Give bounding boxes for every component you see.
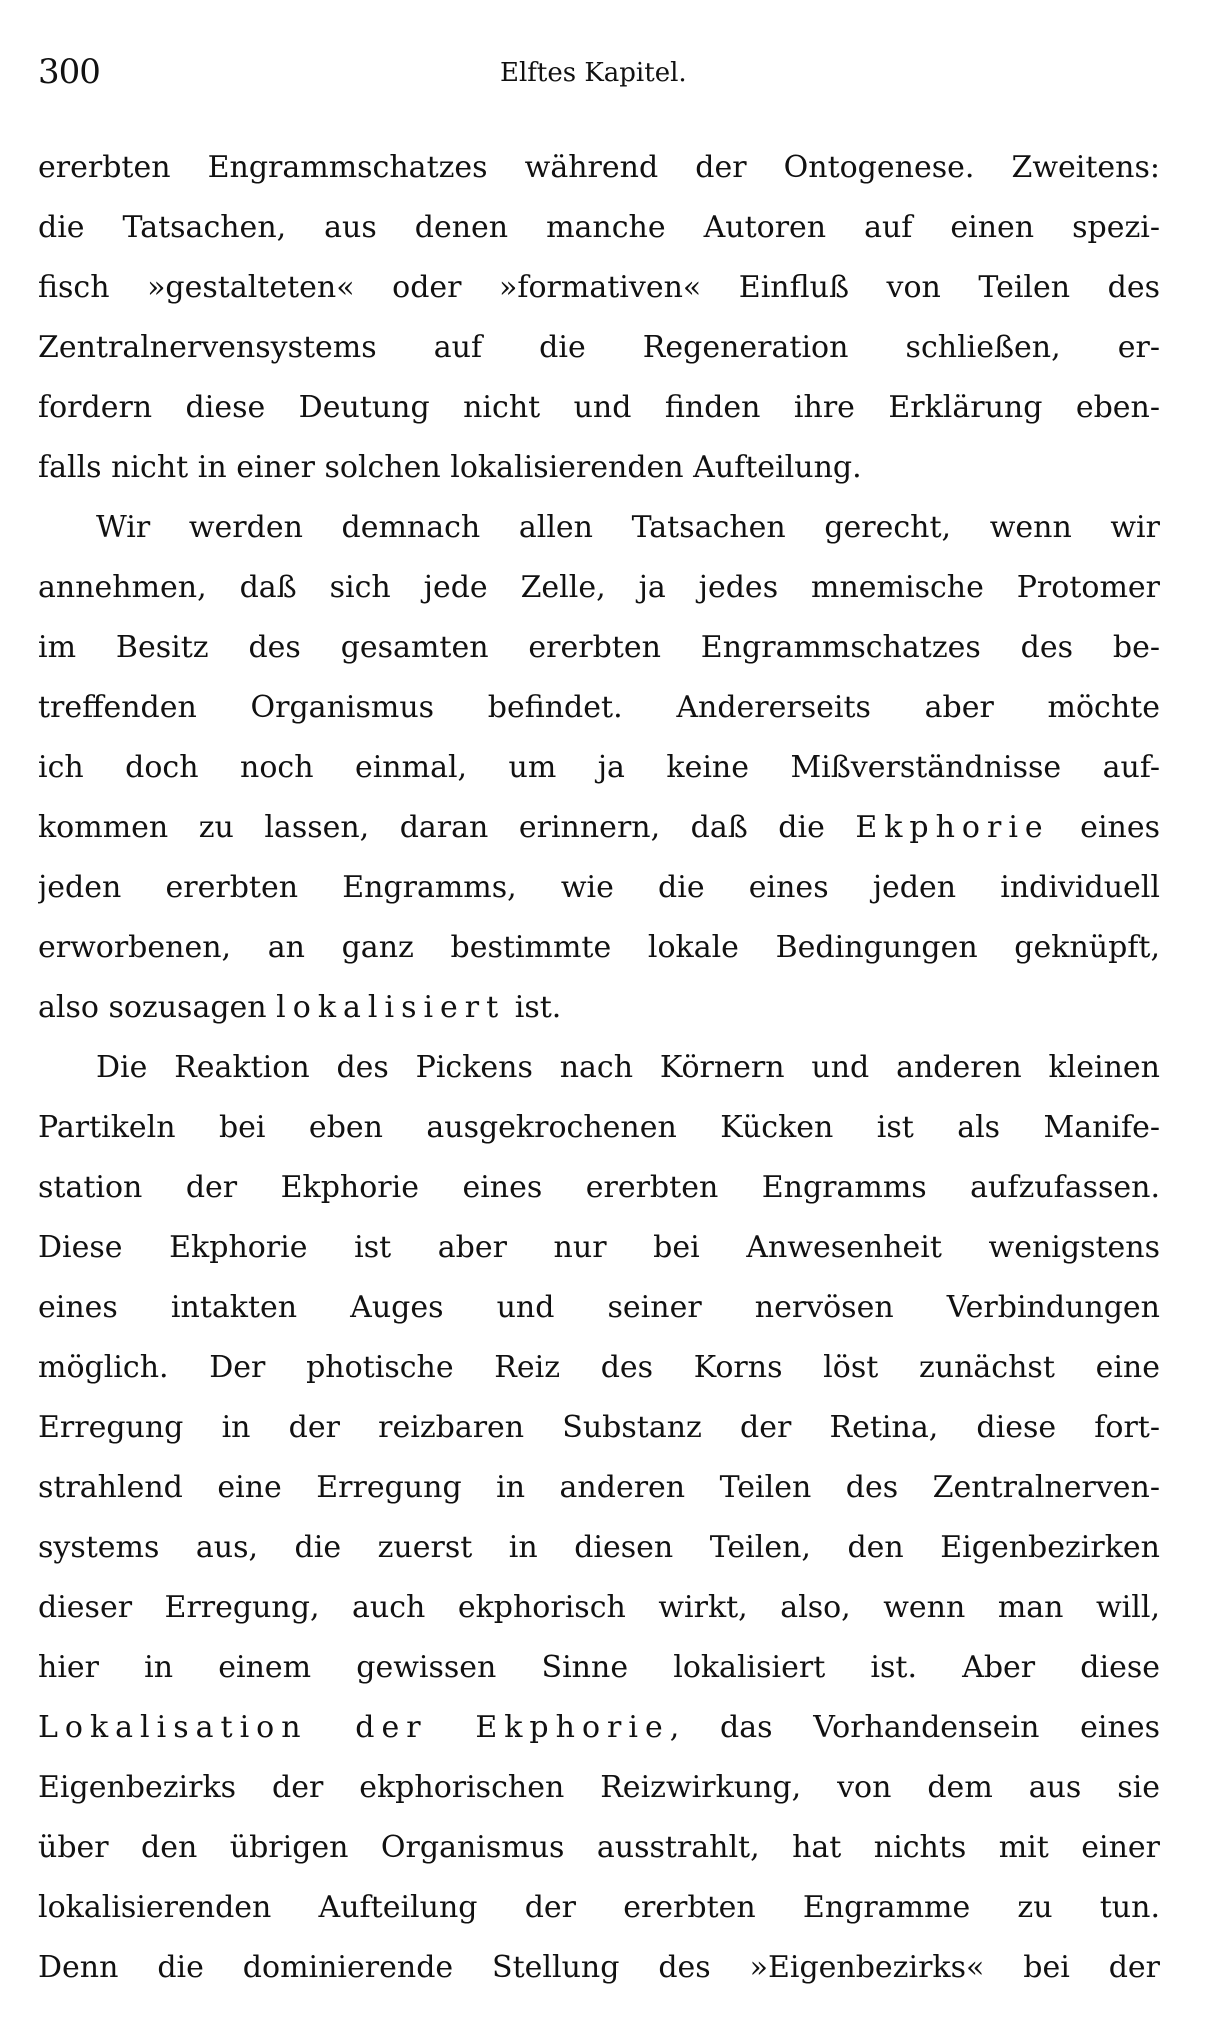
text-line bbox=[38, 138, 1160, 198]
spaced-emphasis: Lokalisation der Ekphorie bbox=[38, 1710, 670, 1745]
text-line bbox=[38, 378, 1160, 438]
text-line bbox=[38, 1818, 1160, 1878]
text-line bbox=[38, 258, 1160, 318]
text-run: über den übrigen Organismus ausstrahlt, hat nichts mit einer bbox=[38, 1830, 1160, 1865]
text-run: Partikeln bei eben ausgekrochenen Kücken ist als Manife- bbox=[38, 1110, 1160, 1145]
text-line bbox=[38, 1098, 1160, 1158]
text-line bbox=[38, 858, 1160, 918]
text-run: lokalisierenden Aufteilung der ererbten Engramme zu tun. bbox=[38, 1890, 1160, 1925]
text-run: erworbenen, an ganz bestimmte lokale Bedingungen geknüpft, bbox=[38, 930, 1160, 965]
paragraph bbox=[38, 1038, 1160, 1998]
text-line bbox=[38, 1398, 1160, 1458]
text-run: kommen zu lassen, daran erinnern, daß die bbox=[38, 810, 856, 845]
text-run: ererbten Engrammschatzes während der Ontogenese. Zweitens: bbox=[38, 150, 1160, 185]
text-line bbox=[38, 1578, 1160, 1638]
text-line bbox=[38, 918, 1160, 978]
text-line bbox=[38, 978, 1160, 1038]
text-run: Erregung in der reizbaren Substanz der Retina, diese fort- bbox=[38, 1410, 1160, 1445]
text-run: Denn die dominierende Stellung des »Eigenbezirks« bei der bbox=[38, 1950, 1160, 1985]
text-line bbox=[38, 1158, 1160, 1218]
text-line bbox=[38, 1878, 1160, 1938]
text-run: station der Ekphorie eines ererbten Engramms aufzufassen. bbox=[38, 1170, 1160, 1205]
text-run: Zentralnervensystems auf die Regeneration schließen, er- bbox=[38, 330, 1160, 365]
text-run: möglich. Der photische Reiz des Korns löst zunächst eine bbox=[38, 1350, 1160, 1385]
spaced-emphasis: Ekphorie bbox=[855, 810, 1050, 845]
text-run: jeden ererbten Engramms, wie die eines jeden individuell bbox=[38, 870, 1160, 905]
text-run: Diese Ekphorie ist aber nur bei Anwesenheit wenigstens bbox=[38, 1230, 1160, 1265]
text-run: ist. bbox=[505, 990, 562, 1025]
text-line bbox=[38, 1278, 1160, 1338]
text-run: eines bbox=[1049, 810, 1160, 845]
text-run: die Tatsachen, aus denen manche Autoren auf einen spezi- bbox=[38, 210, 1160, 245]
text-run: fisch »gestalteten« oder »formativen« Einfluß von Teilen des bbox=[38, 270, 1160, 305]
text-line bbox=[38, 1518, 1160, 1578]
text-line bbox=[38, 198, 1160, 258]
text-run: dieser Erregung, auch ekphorisch wirkt, also, wenn man will, bbox=[38, 1590, 1160, 1625]
text-line bbox=[38, 1638, 1160, 1698]
text-run: hier in einem gewissen Sinne lokalisiert ist. Aber diese bbox=[38, 1650, 1160, 1685]
text-line bbox=[38, 558, 1160, 618]
text-line bbox=[38, 1698, 1160, 1758]
text-run: strahlend eine Erregung in anderen Teilen des Zentralnerven- bbox=[38, 1470, 1160, 1505]
paragraph bbox=[38, 138, 1160, 498]
text-line bbox=[38, 798, 1160, 858]
text-line bbox=[38, 678, 1160, 738]
text-run: Eigenbezirks der ekphorischen Reizwirkung, von dem aus sie bbox=[38, 1770, 1160, 1805]
text-line bbox=[38, 1218, 1160, 1278]
spaced-emphasis: lokalisiert bbox=[276, 990, 506, 1025]
text-line bbox=[38, 1758, 1160, 1818]
text-run: annehmen, daß sich jede Zelle, ja jedes mnemische Protomer bbox=[38, 570, 1160, 605]
text-run: systems aus, die zuerst in diesen Teilen, den Eigenbezirken bbox=[38, 1530, 1160, 1565]
text-run: , das Vorhandensein eines bbox=[669, 1710, 1160, 1745]
text-run: ich doch noch einmal, um ja keine Mißverständnisse auf- bbox=[38, 750, 1160, 785]
text-line bbox=[38, 318, 1160, 378]
body-text bbox=[38, 138, 1160, 1998]
running-head: Elftes Kapitel. bbox=[500, 58, 687, 88]
text-run: also sozusagen bbox=[38, 990, 277, 1025]
text-line bbox=[38, 498, 1160, 558]
page-number: 300 bbox=[38, 52, 100, 92]
text-run: treffenden Organismus befindet. Andererseits aber möchte bbox=[38, 690, 1160, 725]
text-run: Die Reaktion des Pickens nach Körnern und anderen kleinen bbox=[96, 1050, 1160, 1085]
text-line bbox=[38, 618, 1160, 678]
text-line bbox=[38, 1458, 1160, 1518]
text-line bbox=[38, 1038, 1160, 1098]
text-run: im Besitz des gesamten ererbten Engrammschatzes des be- bbox=[38, 630, 1160, 665]
text-line bbox=[38, 1338, 1160, 1398]
text-run: falls nicht in einer solchen lokalisierenden Aufteilung. bbox=[38, 450, 862, 485]
page-header bbox=[38, 52, 1160, 102]
paragraph bbox=[38, 498, 1160, 1038]
text-run: eines intakten Auges und seiner nervösen Verbindungen bbox=[38, 1290, 1160, 1325]
book-page bbox=[38, 0, 1160, 2028]
text-line bbox=[38, 1938, 1160, 1998]
text-run: fordern diese Deutung nicht und finden ihre Erklärung eben- bbox=[38, 390, 1160, 425]
text-line bbox=[38, 438, 1160, 498]
text-run: Wir werden demnach allen Tatsachen gerecht, wenn wir bbox=[96, 510, 1160, 545]
text-line bbox=[38, 738, 1160, 798]
